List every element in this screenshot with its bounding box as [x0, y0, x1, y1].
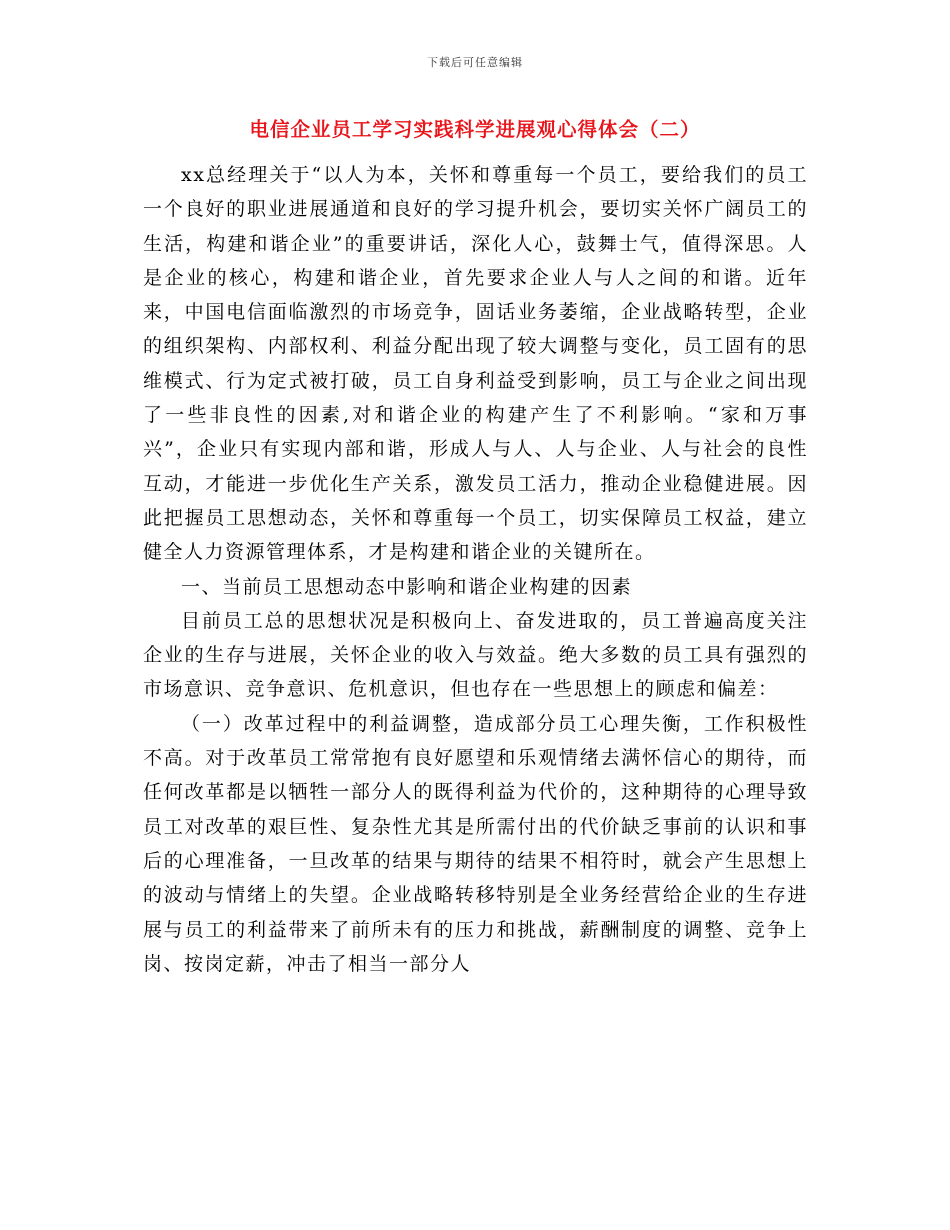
- paragraph-intro: xx总经理关于“以人为本，关怀和尊重每一个员工，要给我们的员工一个良好的职业进展通道和良好的学习提升机会，要切实关怀广阔员工的生活，构建和谐企业”的重要讲话，深化人心，鼓舞士气，值得深思。人是企业的核心，构建和谐企业，首先要求企业人与人之间的和谐。近年来，中国电信面临激烈的市场竞争，固话业务萎缩，企业战略转型，企业的组织架构、内部权利、利益分配出现了较大调整与变化，员工固有的思维模式、行为定式被打破，员工自身利益受到影响，员工与企业之间出现了一些非良性的因素,对和谐企业的构建产生了不利影响。“家和万事兴”，企业只有实现内部和谐，形成人与人、人与企业、人与社会的良性互动，才能进一步优化生产关系，激发员工活力，推动企业稳健进展。因此把握员工思想动态，关怀和尊重每一个员工，切实保障员工权益，建立健全人力资源管理体系，才是构建和谐企业的关键所在。: [143, 164, 808, 564]
- header-note: 下载后可任意编辑: [427, 56, 523, 69]
- document-body: [143, 158, 808, 981]
- document-title: 电信企业员工学习实践科学进展观心得体会（二）: [249, 118, 701, 141]
- section-heading-1: 一、当前员工思想动态中影响和谐企业构建的因素: [181, 575, 633, 598]
- paragraph-section-1: 目前员工总的思想状况是积极向上、奋发进取的，员工普遍高度关注企业的生存与进展，关怀企业的收入与效益。绝大多数的员工具有强烈的市场意识、竞争意识、危机意识，但也存在一些思想上的顾虑和偏差：: [143, 609, 808, 701]
- paragraph-subsection-1: （一）改革过程中的利益调整，造成部分员工心理失衡，工作积极性不高。对于改革员工常常抱有良好愿望和乐观情绪去满怀信心的期待，而任何改革都是以牺牲一部分人的既得利益为代价的，这种期待的心理导致员工对改革的艰巨性、复杂性尤其是所需付出的代价缺乏事前的认识和事后的心理准备，一旦改革的结果与期待的结果不相符时，就会产生思想上的波动与情绪上的失望。企业战略转移特别是全业务经营给企业的生存进展与员工的利益带来了前所未有的压力和挑战，薪酬制度的调整、竞争上岗、按岗定薪，冲击了相当一部分人: [143, 712, 808, 975]
